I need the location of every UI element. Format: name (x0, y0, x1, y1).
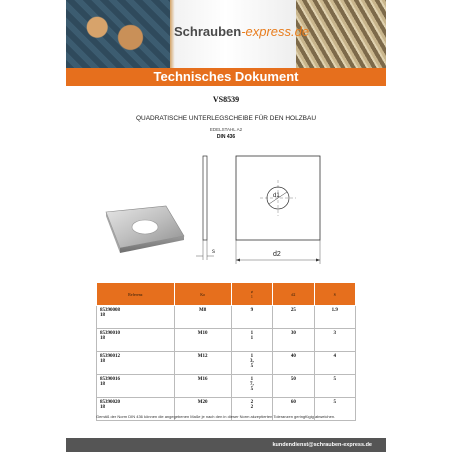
d1-part: 1 (250, 354, 254, 359)
cell-d2: 40 (273, 352, 314, 375)
dimension-d1-label: d1 (273, 193, 280, 199)
tools-photo (66, 0, 170, 68)
cell-ko: M12 (174, 352, 231, 375)
d1-part: 5 (250, 387, 254, 392)
cell-s: 1.9 (314, 306, 355, 329)
col-header-d1-symbol: ø (250, 289, 253, 294)
ref-part: 18 (100, 336, 105, 341)
col-header-ko: Ko (174, 283, 231, 306)
ref-part: 85390016 (100, 377, 120, 382)
contact-email-link[interactable]: kundendienst@schrauben-express.de (272, 442, 372, 448)
cell-d2: 50 (273, 375, 314, 398)
cell-ref (97, 352, 175, 375)
cell-d1 (231, 306, 272, 329)
col-header-d2: d2 (273, 283, 314, 306)
brand-main-text: Schrauben (174, 24, 242, 39)
col-header-d1-subscript: 1 (250, 294, 253, 299)
cell-s: 5 (314, 398, 355, 421)
d1-part: 7, (250, 382, 254, 387)
ref-part: 18 (100, 405, 105, 410)
washer-image (106, 206, 184, 253)
cell-ko: M16 (174, 375, 231, 398)
cell-d1 (231, 329, 272, 352)
table-row (97, 306, 356, 329)
col-header-s: S (314, 283, 355, 306)
cell-ko: M8 (174, 306, 231, 329)
document-title-bar: Technisches Dokument (66, 68, 386, 86)
cell-ko: M20 (174, 398, 231, 421)
document-sheet (66, 0, 386, 452)
ref-part: 85390008 (100, 308, 120, 313)
screws-photo (296, 0, 386, 68)
brand-logo (174, 24, 309, 39)
d1-part: 1 (250, 336, 254, 341)
d1-part: 5 (250, 364, 254, 369)
d1-part: 2 (250, 405, 254, 410)
d1-part: 9 (250, 308, 254, 313)
table-row (97, 329, 356, 352)
col-header-referenz: Referenz (97, 283, 175, 306)
tolerance-note: Gemäß der Norm DIN 436 können die angegebenen Maße je nach den in dieser Norm akzeptierten Toleranzen geringfügig abweichen. (96, 414, 336, 419)
d1-part: 1 (250, 377, 254, 382)
ref-part: 85390020 (100, 400, 120, 405)
ref-part: 18 (100, 313, 105, 318)
product-material: EDELSTAHL A2 (209, 127, 243, 132)
table-row (97, 352, 356, 375)
ref-part: 18 (100, 359, 105, 364)
table-header-row (97, 283, 356, 306)
product-name: QUADRATISCHE UNTERLEGSCHEIBE FÜR DEN HOLZBAU (135, 115, 317, 122)
front-view (236, 156, 320, 264)
cell-s: 4 (314, 352, 355, 375)
cell-d1 (231, 352, 272, 375)
dimensions-table (96, 282, 356, 421)
cell-ko: M10 (174, 329, 231, 352)
cell-s: 3 (314, 329, 355, 352)
side-view (196, 156, 215, 260)
footer-bar (66, 438, 386, 452)
brand-accent-text: -express.de (241, 24, 310, 39)
cell-ref (97, 306, 175, 329)
dimension-s-label: s (212, 249, 215, 255)
cell-ref (97, 329, 175, 352)
technical-drawing (66, 150, 386, 270)
product-norm: DIN 436 (216, 134, 236, 140)
d1-part: 2 (250, 400, 254, 405)
ref-part: 85390010 (100, 331, 120, 336)
cell-d2: 60 (273, 398, 314, 421)
ref-part: 18 (100, 382, 105, 387)
ref-part: 85390012 (100, 354, 120, 359)
d1-part: 1 (250, 331, 254, 336)
dimension-d2-label: d2 (273, 251, 281, 258)
table-row (97, 375, 356, 398)
product-code: VS8539 (212, 95, 240, 104)
cell-d2: 25 (273, 306, 314, 329)
col-header-d1 (231, 283, 272, 306)
header-banner (66, 0, 386, 68)
cell-d1 (231, 375, 272, 398)
cell-d2: 30 (273, 329, 314, 352)
cell-ref (97, 375, 175, 398)
cell-s: 5 (314, 375, 355, 398)
d1-part: 3, (250, 359, 254, 364)
